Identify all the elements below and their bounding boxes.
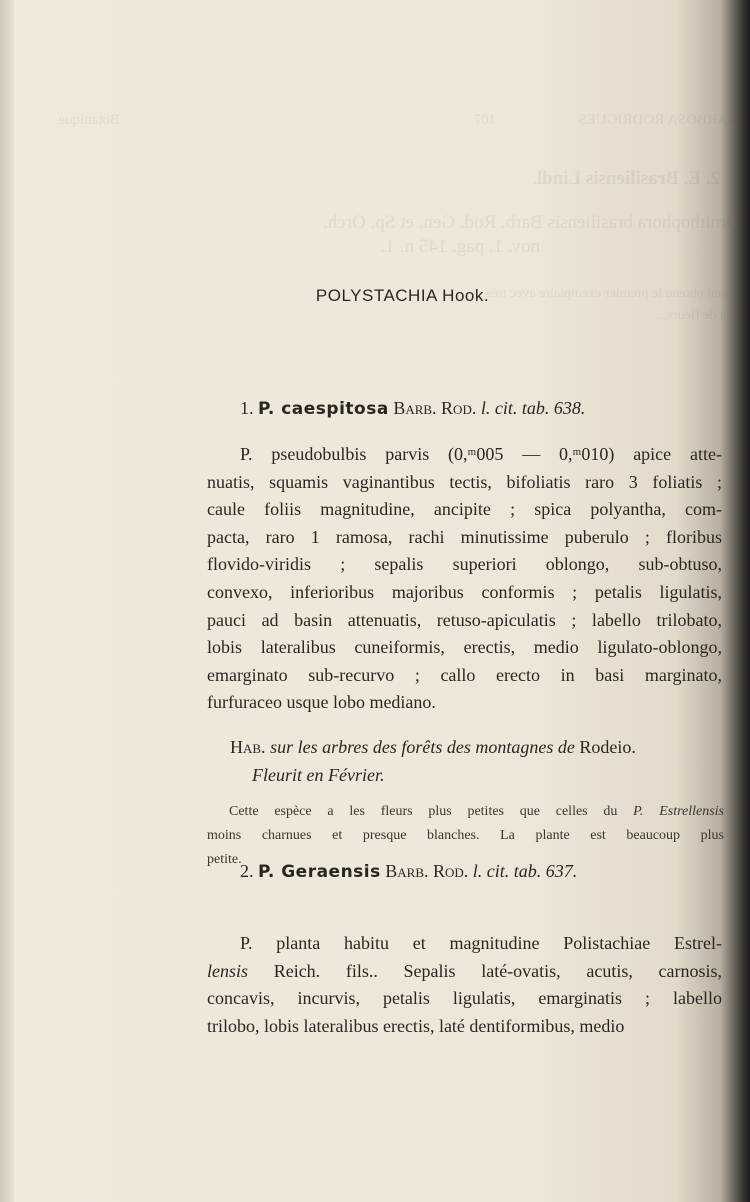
genus-heading <box>0 286 750 306</box>
description-line: flovido-viridis ; sepalis superiori oblongo, sub-obtuso, <box>207 554 722 575</box>
description-line: lensis Reich. fils.. Sepalis laté-ovatis, acutis, carnosis, <box>207 960 722 981</box>
description-line: P. planta habitu et magnitudine <box>240 933 540 953</box>
species-entry-1 <box>240 398 585 419</box>
show-through-text <box>0 0 750 400</box>
description-line: pauci ad basin attenuatis, retuso-apiculatis ; labello trilobato, <box>207 609 722 630</box>
description-line: caule foliis magnitudine, ancipite ; spica polyantha, com- <box>207 499 722 520</box>
description-line: convexo, inferioribus majoribus conformis ; petalis ligulatis, <box>207 581 722 602</box>
description-line: trilobo, lobis lateralibus erectis, laté dentiformibus, medio <box>207 1015 625 1036</box>
genus-heading-text: POLYSTACHIA Hook. <box>315 286 490 305</box>
description-line: lobis lateralibus cuneiformis, erectis, medio ligulato-oblongo, <box>207 637 722 658</box>
description-line: furfuraceo usque lobo mediano. <box>207 692 436 713</box>
species-number: 1. <box>240 398 254 418</box>
description-line: P. pseudobulbis parvis (0,ᵐ005 — 0,ᵐ010) apice atte- <box>240 444 722 464</box>
species-reference: l. cit. tab. 637. <box>472 861 578 881</box>
ghost-line: Ayant obtenu le premier exemplaire avec trés <box>486 286 740 301</box>
note-text: Cette espèce a les fleurs plus petites que celles du <box>229 804 618 819</box>
ghost-line: 2. E. Brasiliensis Lindl. <box>532 168 720 189</box>
species-entry-2 <box>240 861 577 882</box>
description-italic: lensis <box>207 960 249 981</box>
ghost-line: Ornithophora brasiliensis Barb. Rod. Gen. et Sp. Orch. <box>323 212 740 233</box>
habitat-label: Hab. <box>230 737 266 757</box>
species-reference: l. cit. tab. 638. <box>480 398 586 418</box>
ghost-line: 107 <box>473 112 496 128</box>
ghost-line: peu de fleurs... <box>657 308 740 323</box>
ghost-line: nov. 1. pag. 145 n. 1. <box>380 236 540 257</box>
ghost-line: Botanique <box>58 112 120 128</box>
description-line: concavis, incurvis, petalis ligulatis, emarginatis ; labello <box>207 988 722 1009</box>
habitat-place: Rodeio. <box>579 737 636 757</box>
flowering-time: Fleurit en Février. <box>252 765 385 785</box>
description-line: nuatis, squamis vaginantibus tectis, bifoliatis raro 3 foliatis ; <box>207 471 722 492</box>
species-author: Barb. Rod. <box>385 861 469 881</box>
ghost-line: BARBOSA RODRIGUES <box>578 112 738 128</box>
note-line: moins charnues et presque blanches. La plante est beaucoup plus <box>207 828 724 843</box>
species-name: P. Geraensis <box>258 862 381 882</box>
note-line: petite. <box>207 852 242 867</box>
species-description-2 <box>207 930 722 1040</box>
description-line: emarginato sub-recurvo ; callo erecto in basi marginato, <box>207 664 722 685</box>
note-reference: P. Estrellensis <box>633 804 725 819</box>
species-name: P. caespitosa <box>258 399 389 419</box>
species-author: Barb. Rod. <box>393 398 477 418</box>
habitat-1 <box>230 733 725 789</box>
habitat-text: sur les arbres des forêts des montagnes de <box>270 737 575 757</box>
description-italic: Polistachiae Estrel- <box>563 933 722 953</box>
species-number: 2. <box>240 861 254 881</box>
description-line: pacta, raro 1 ramosa, rachi minutissime puberulo ; floribus <box>207 526 722 547</box>
species-description-1 <box>207 441 722 717</box>
